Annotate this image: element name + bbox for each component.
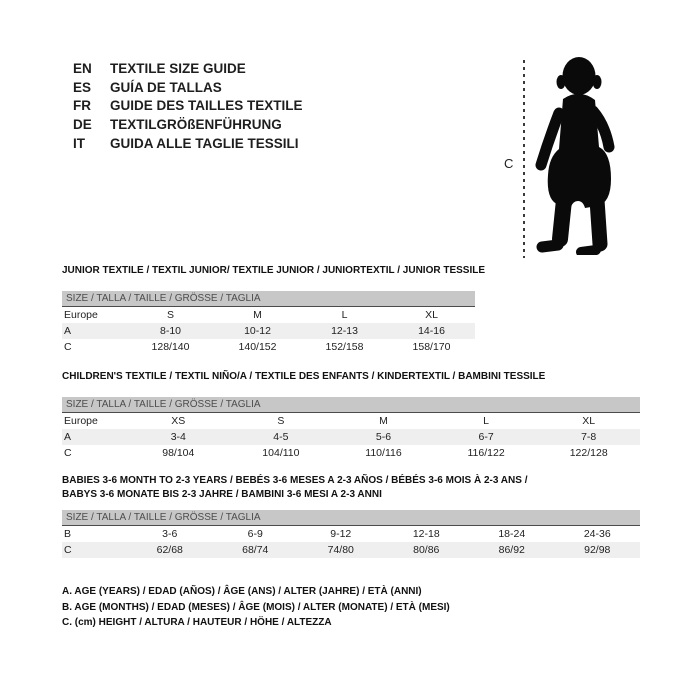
language-code: DE (73, 117, 92, 133)
table-cell: 80/86 (413, 544, 440, 556)
section-babies (62, 474, 640, 558)
size-header-bar: SIZE / TALLA / TAILLE / GRÖSSE / TAGLIA (62, 397, 640, 413)
height-measure-dashed-line (523, 60, 525, 258)
section-title: BABIES 3-6 MONTH TO 2-3 YEARS / BEBÉS 3-6 MESES A 2-3 AÑOS / BÉBÉS 3-6 MOIS À 2-3 ANS / (62, 475, 528, 486)
language-row (73, 97, 303, 116)
table-row (62, 323, 475, 339)
table-row (62, 445, 640, 461)
size-header-bar: SIZE / TALLA / TAILLE / GRÖSSE / TAGLIA (62, 510, 640, 526)
table-cell: 92/98 (584, 544, 611, 556)
language-code: ES (73, 79, 92, 95)
table-cell: 24-36 (583, 528, 611, 540)
table-row (62, 339, 475, 355)
note-age-months: B. AGE (MONTHS) / EDAD (MESES) / ÂGE (MOIS) / ALTER (MONATE) / ETÀ (MESI) (62, 601, 450, 613)
legend-notes (62, 584, 450, 631)
table-cell: 14-16 (418, 325, 445, 337)
table-cell: 6-9 (247, 528, 263, 540)
table-cell: 3-4 (170, 431, 186, 443)
section-title: CHILDREN'S TEXTILE / TEXTIL NIÑO/A / TEXTILE DES ENFANTS / KINDERTEXTIL / BAMBINI TESSILE (62, 371, 546, 382)
language-row (73, 135, 303, 154)
table-cell: 68/74 (242, 544, 269, 556)
table-cell: 6-7 (478, 431, 494, 443)
language-label: GUIDA ALLE TAGLIE TESSILI (110, 135, 299, 151)
table-cell: XL (582, 415, 596, 427)
language-list (73, 60, 303, 154)
table-cell: 8-10 (159, 325, 181, 337)
table-cell: 158/170 (412, 341, 451, 353)
note-age-years: A. AGE (YEARS) / EDAD (AÑOS) / ÂGE (ANS) / ALTER (JAHRE) / ETÀ (ANNI) (62, 586, 422, 597)
language-label: GUÍA DE TALLAS (110, 79, 222, 95)
row-label: C (64, 544, 72, 556)
table-cell: 98/104 (162, 447, 195, 459)
table-cell: 104/110 (262, 447, 300, 459)
table-cell: L (341, 309, 348, 321)
row-label: A (64, 431, 72, 443)
table-cell: 18-24 (498, 528, 526, 540)
table-row (62, 413, 640, 429)
table-cell: 9-12 (330, 528, 352, 540)
row-label: A (64, 325, 72, 337)
baby-silhouette-icon (533, 55, 618, 255)
language-label: TEXTILE SIZE GUIDE (110, 61, 246, 76)
section-title: BABYS 3-6 MONATE BIS 2-3 JAHRE / BAMBINI 3-6 MESI A 2-3 ANNI (62, 489, 382, 500)
row-label: Europe (64, 309, 98, 321)
language-code: FR (73, 98, 91, 114)
table-cell: 86/92 (498, 544, 525, 556)
table-row (62, 526, 640, 542)
table-cell: 122/128 (569, 447, 608, 459)
row-label: C (64, 341, 72, 353)
language-code: EN (73, 61, 92, 76)
table-cell: S (277, 415, 285, 427)
table-cell: M (379, 415, 388, 427)
table-cell: 62/68 (156, 544, 183, 556)
language-label: TEXTILGRÖßENFÜHRUNG (110, 117, 282, 133)
row-label: B (64, 528, 72, 540)
size-table-children (62, 413, 640, 461)
table-cell: 128/140 (151, 341, 190, 353)
language-row (73, 116, 303, 135)
table-cell: M (253, 309, 262, 321)
language-label: GUIDE DES TAILLES TEXTILE (110, 98, 303, 114)
table-cell: 110/116 (365, 447, 402, 459)
size-table-babies (62, 526, 640, 558)
table-cell: 152/158 (325, 341, 364, 353)
table-row (62, 307, 475, 323)
row-label: Europe (64, 415, 98, 427)
table-cell: 4-5 (273, 431, 289, 443)
table-cell: 12-18 (412, 528, 440, 540)
section-title: JUNIOR TEXTILE / TEXTIL JUNIOR/ TEXTILE JUNIOR / JUNIORTEXTIL / JUNIOR TESSILE (62, 265, 486, 276)
table-cell: 7-8 (581, 431, 597, 443)
row-label: C (64, 447, 72, 459)
table-cell: 3-6 (162, 528, 178, 540)
table-cell: 74/80 (327, 544, 354, 556)
size-header-bar: SIZE / TALLA / TAILLE / GRÖSSE / TAGLIA (62, 291, 475, 307)
table-row (62, 429, 640, 445)
table-cell: XL (425, 309, 438, 321)
language-row (73, 79, 303, 98)
figure-height-label: C (504, 156, 514, 171)
note-height-cm: C. (cm) HEIGHT / ALTURA / HAUTEUR / HÖHE / ALTEZZA (62, 617, 332, 628)
table-cell: 116/122 (467, 447, 505, 459)
language-row (73, 60, 303, 79)
table-cell: 140/152 (238, 341, 277, 353)
table-cell: L (483, 415, 489, 427)
section-junior (62, 264, 486, 355)
table-cell: XS (171, 415, 186, 427)
size-table-junior (62, 307, 475, 355)
table-cell: S (166, 309, 174, 321)
table-cell: 5-6 (375, 431, 392, 443)
table-cell: 12-13 (331, 325, 358, 337)
table-row (62, 542, 640, 558)
table-cell: 10-12 (244, 325, 271, 337)
language-code: IT (73, 135, 85, 151)
section-children (62, 370, 640, 461)
